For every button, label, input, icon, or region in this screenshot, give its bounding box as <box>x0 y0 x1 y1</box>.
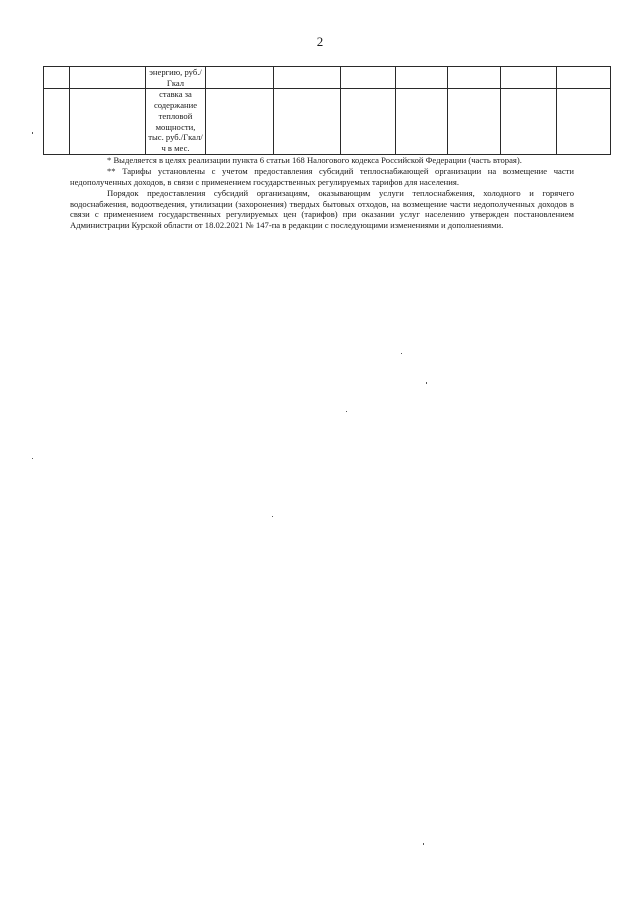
table-cell <box>557 67 611 89</box>
table-row <box>44 67 611 89</box>
tariff-table-fragment <box>43 66 611 155</box>
scan-speck <box>272 516 273 517</box>
scan-speck <box>401 353 402 354</box>
scan-speck <box>32 458 33 459</box>
table-row <box>44 89 611 154</box>
table-cell <box>341 67 396 89</box>
table-cell <box>274 67 341 89</box>
table-cell <box>44 89 70 154</box>
table-cell <box>396 67 448 89</box>
table-cell <box>44 67 70 89</box>
table-cell <box>274 89 341 154</box>
table-cell <box>396 89 448 154</box>
table-cell <box>70 67 146 89</box>
footnote-subsidy: ** Тарифы установлены с учетом предоставления субсидий теплоснабжающей организации на возмещение части недополученных доходов, в связи с применением государственных регулируемых тарифов для населения. <box>70 166 574 187</box>
page-number: 2 <box>316 34 324 49</box>
footnote-vat: * Выделяется в целях реализации пункта 6 статьи 168 Налогового кодекса Российской Федерации (часть вторая). <box>107 155 522 165</box>
table-cell <box>448 89 501 154</box>
scan-speck <box>426 382 427 384</box>
footnotes <box>70 155 574 230</box>
scan-speck <box>423 843 424 845</box>
table-cell <box>70 89 146 154</box>
table-cell <box>206 67 274 89</box>
table-cell <box>341 89 396 154</box>
scan-speck <box>346 411 347 412</box>
subsidy-procedure-paragraph: Порядок предоставления субсидий организациям, оказывающим услуги теплоснабжения, холодного и горячего водоснабжения, водоотведения, утилизации (захоронения) твердых бытовых отходов, на возмещение части недополученных доходов в связи с применением государственных регулируемых цен (тарифов) при оказании услуг населению утвержден постановлением Администрации Курской области от 18.02.2021 № 147-па в редакции с последующими изменениями и дополнениями. <box>70 188 574 230</box>
rate-capacity-cell: ставка за содержание тепловой мощности, тыс. руб./Гкал/ч в мес. <box>146 89 206 154</box>
table-cell <box>501 67 557 89</box>
table-cell <box>557 89 611 154</box>
scan-speck <box>32 132 33 134</box>
table-cell <box>206 89 274 154</box>
table-cell <box>448 67 501 89</box>
unit-energy-cell: энергию, руб./Гкал <box>146 67 206 89</box>
table-cell <box>501 89 557 154</box>
